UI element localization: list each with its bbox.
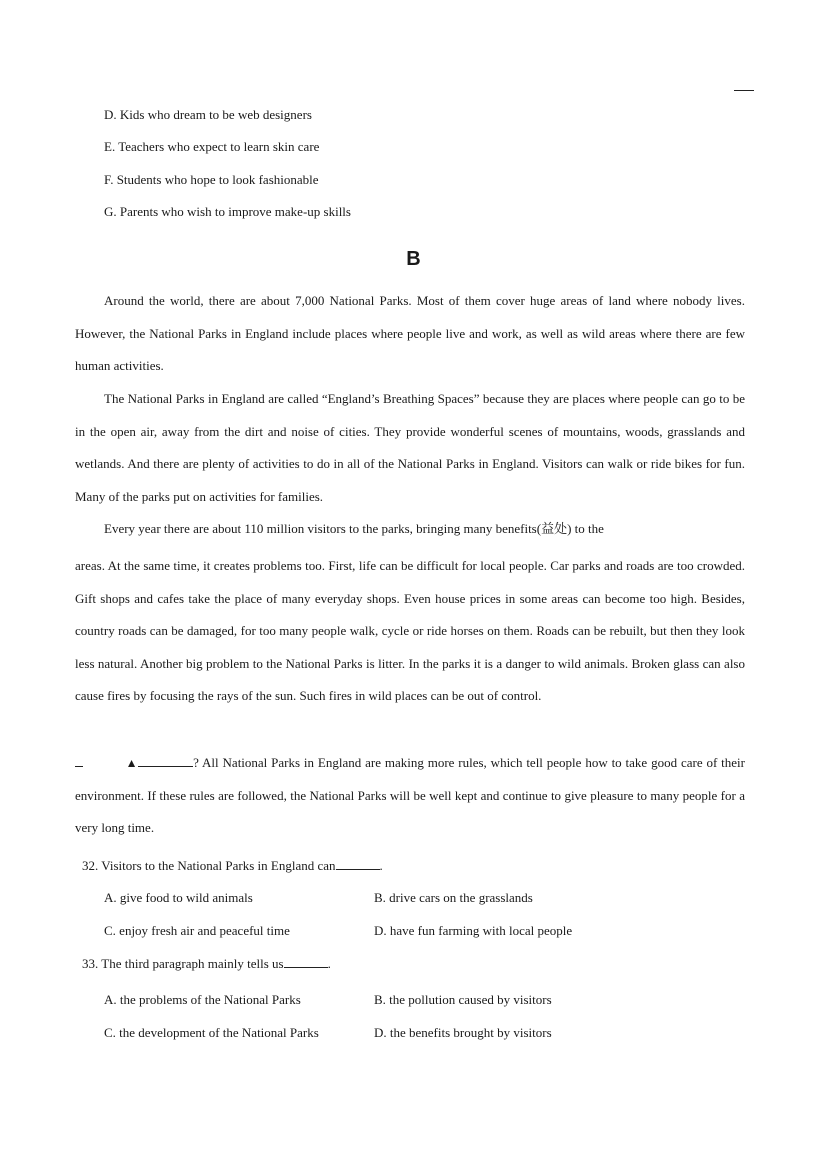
passage-paragraph-3: areas. At the same time, it creates problems too. First, life can be difficult for local people. Car parks and roads are too crowded. Gift shops and cafes take the place of many everyday shops. Even house prices in some areas can become too high. Besides, country roads can be damaged, for too many people walk, cycle or ride horses on them. Roads can be rebuilt, but then they look less natural. Another big problem to the National Parks is litter. In the parks it is a danger to wild animals. Broken glass can also cause fires by focusing the rays of the sun. Such fires in wild places can be out of control. (75, 558, 745, 704)
question-33 (82, 956, 331, 972)
option-d: D. Kids who dream to be web designers (104, 107, 312, 122)
paragraph-4-text: ? All National Parks in England are making more rules, which tell people how to take good care of their environment. If these rules are followed, the National Parks will be well kept and continue to give pleasure to many people for a very long time. (75, 755, 745, 836)
q33-choice-d: D. the benefits brought by visitors (374, 1025, 552, 1040)
passage-paragraph-3-first-line: Every year there are about 110 million visitors to the parks, bringing many benefits(益处) to the (104, 521, 604, 536)
page-corner-mark (734, 90, 754, 91)
q32-choice-c: C. enjoy fresh air and peaceful time (104, 923, 290, 938)
option-g: G. Parents who wish to improve make-up skills (104, 204, 351, 219)
question-32 (82, 858, 383, 874)
q33-choice-c: C. the development of the National Parks (104, 1025, 319, 1040)
section-title: B (406, 248, 421, 270)
blank-prefix (75, 756, 83, 767)
q33-choice-a: A. the problems of the National Parks (104, 992, 301, 1007)
blank-marker-icon: ▲ (125, 756, 139, 770)
question-33-stem: 33. The third paragraph mainly tells us (82, 956, 284, 971)
passage-paragraph-2: The National Parks in England are called “England’s Breathing Spaces” because they are places where people can go to be in the open air, away from the dirt and noise of cities. They provide wonderful scenes of mountains, woods, grasslands and wetlands. And there are plenty of activities to do in all of the National Parks in England. Visitors can walk or ride bikes for fun. Many of the parks put on activities for families. (75, 391, 745, 504)
passage-paragraph-1: Around the world, there are about 7,000 National Parks. Most of them cover huge areas of land where nobody lives. However, the National Parks in England include places where people live and work, as well as wild areas where there are few human activities. (75, 293, 745, 374)
answer-blank (138, 756, 193, 767)
option-f: F. Students who hope to look fashionable (104, 172, 319, 187)
question-33-blank (284, 957, 328, 968)
question-33-end: . (327, 956, 331, 971)
question-32-blank (336, 859, 380, 870)
question-32-end: . (379, 858, 383, 873)
q33-choice-b: B. the pollution caused by visitors (374, 992, 552, 1007)
q32-choice-d: D. have fun farming with local people (374, 923, 573, 938)
passage-paragraph-4 (75, 747, 745, 845)
option-e: E. Teachers who expect to learn skin care (104, 139, 320, 154)
q32-choice-b: B. drive cars on the grasslands (374, 890, 533, 905)
q32-choice-a: A. give food to wild animals (104, 890, 253, 905)
question-32-stem: 32. Visitors to the National Parks in England can (82, 858, 336, 873)
